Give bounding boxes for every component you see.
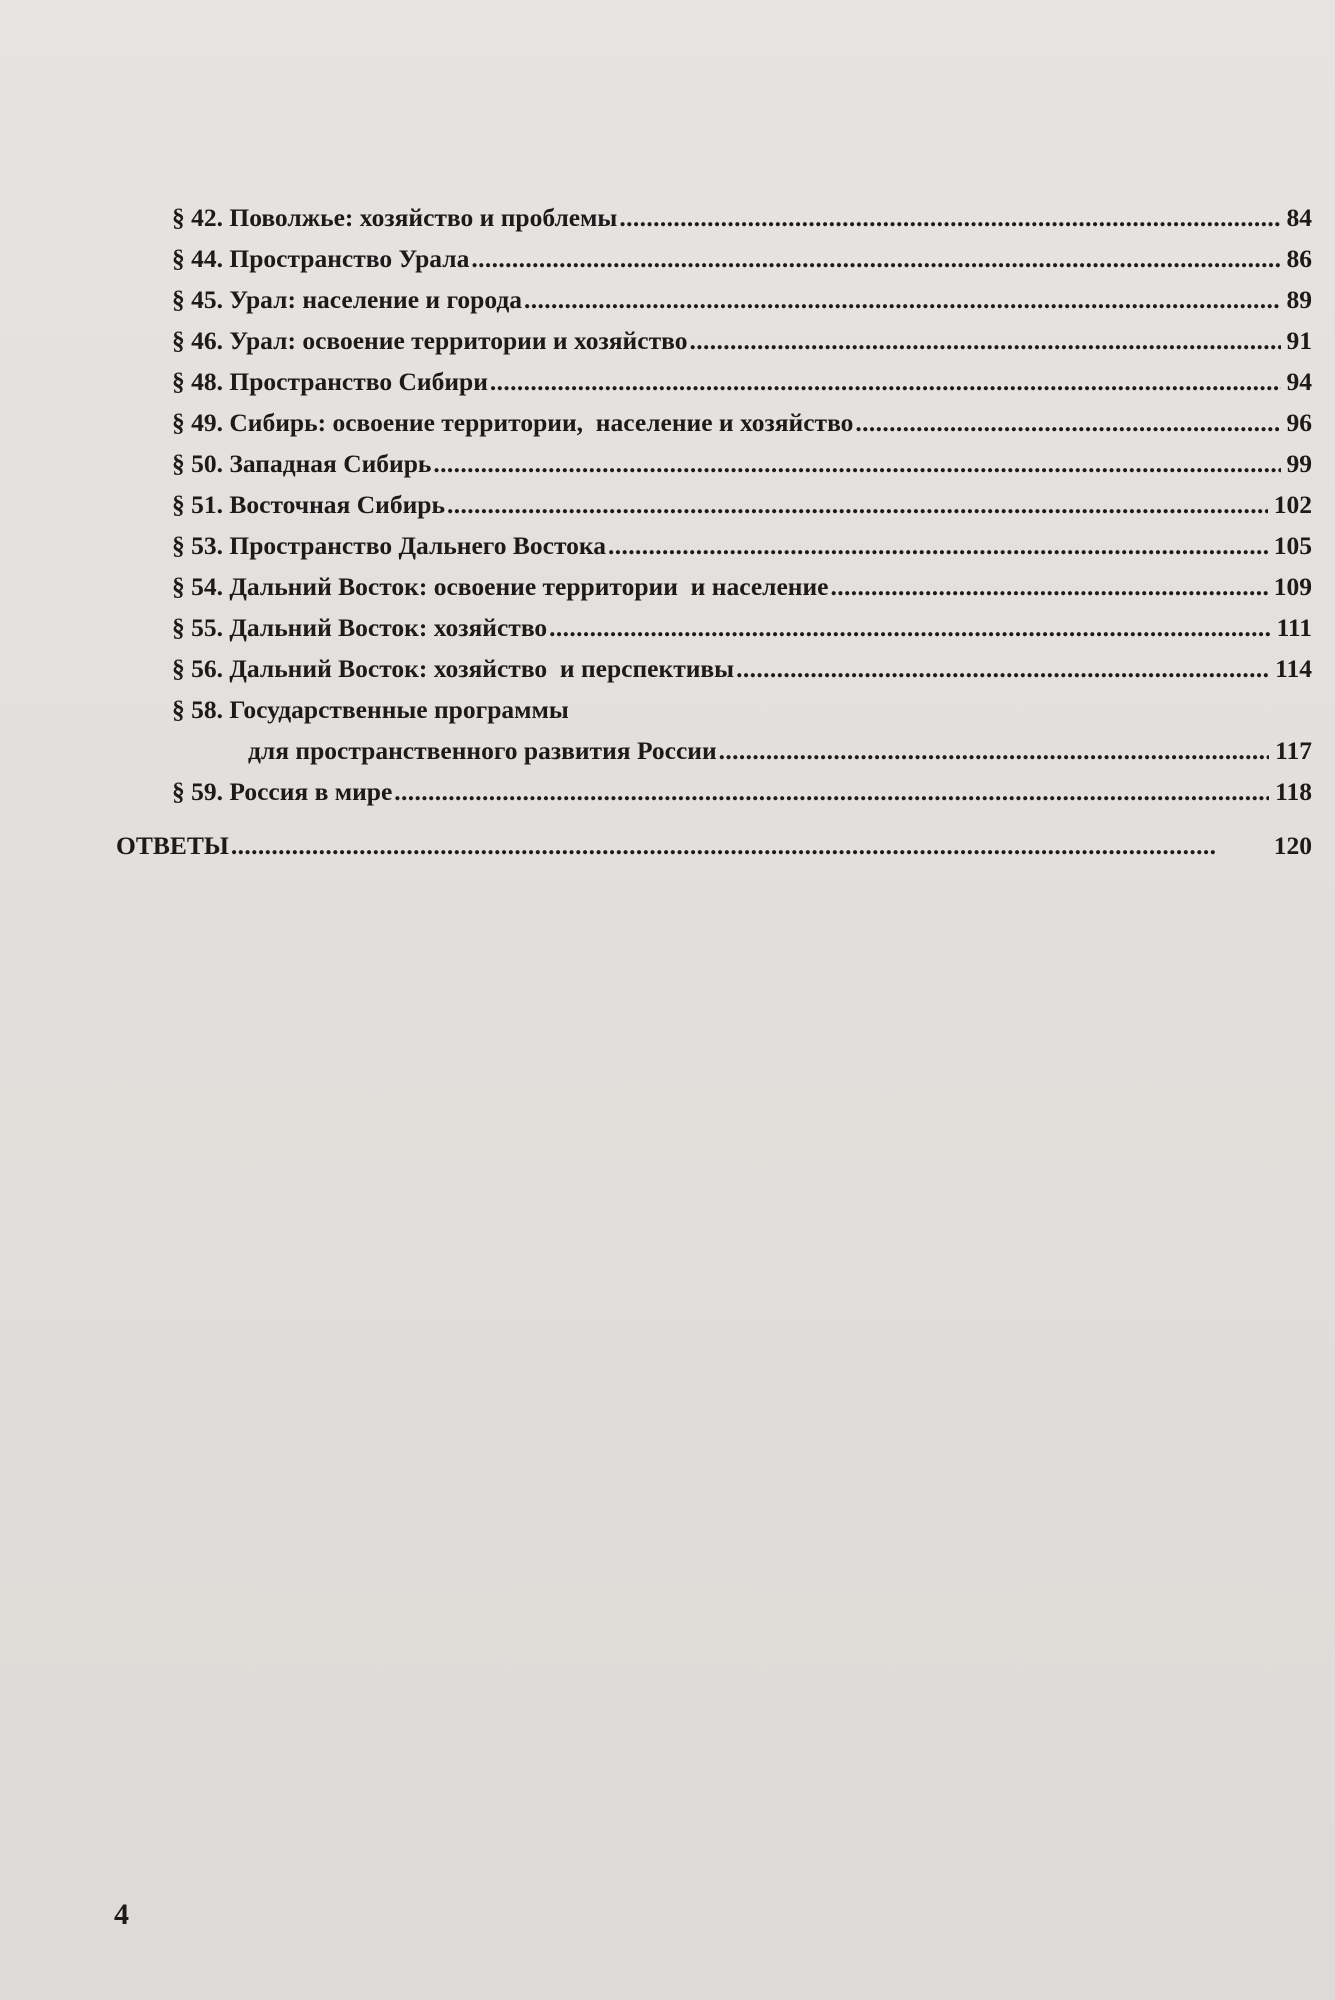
toc-entry-title: § 54. Дальний Восток: освоение территории и население xyxy=(172,572,829,601)
toc-entry-page: 105 xyxy=(1273,531,1312,560)
toc-entry-title: § 55. Дальний Восток: хозяйство xyxy=(172,613,548,642)
toc-leader-dots xyxy=(617,198,1280,238)
toc-leader-dots xyxy=(828,567,1267,607)
toc-entry-page: 99 xyxy=(1286,449,1312,478)
toc-leader-dots xyxy=(606,526,1268,566)
toc-entry-title: § 59. Россия в мире xyxy=(172,777,393,806)
toc-entry-title[interactable]: § 58. Государственные программы xyxy=(172,695,569,724)
page-number: 4 xyxy=(114,1898,129,1931)
toc-entry-title: ОТВЕТЫ xyxy=(116,831,229,860)
toc-entry-title: для пространственного развития России xyxy=(248,736,717,765)
toc-entry-title: § 44. Пространство Урала xyxy=(172,244,470,273)
toc-leader-dots xyxy=(717,731,1269,771)
toc-entry-page: 96 xyxy=(1286,408,1312,437)
toc-entry[interactable] xyxy=(172,198,1312,238)
toc-entry-title: § 51. Восточная Сибирь xyxy=(172,490,445,519)
toc-entry-page: 114 xyxy=(1275,654,1312,683)
toc-entry-page: 120 xyxy=(1273,831,1312,860)
toc-entry[interactable] xyxy=(248,731,1312,771)
toc-entry[interactable] xyxy=(172,649,1312,689)
toc-leader-dots xyxy=(547,608,1270,648)
toc-entry[interactable] xyxy=(172,280,1312,320)
toc-entry-page: 111 xyxy=(1276,613,1312,642)
toc-leader-dots xyxy=(392,772,1269,812)
toc-entry-page: 102 xyxy=(1273,490,1312,519)
toc-entry-answers[interactable] xyxy=(116,826,1312,866)
toc-entry[interactable] xyxy=(172,485,1312,525)
toc-entry-page: 94 xyxy=(1286,367,1312,396)
toc-entry-title: § 48. Пространство Сибири xyxy=(172,367,488,396)
toc-entry-title: § 49. Сибирь: освоение территории, население и хозяйство xyxy=(172,408,854,437)
toc-leader-dots xyxy=(445,485,1268,525)
toc-entry-title: § 45. Урал: население и города xyxy=(172,285,523,314)
toc-entry-title: § 42. Поволжье: хозяйство и проблемы xyxy=(172,203,618,232)
toc-leader-dots xyxy=(687,321,1280,361)
toc-leader-dots xyxy=(853,403,1280,443)
toc-entry[interactable] xyxy=(172,526,1312,566)
toc-entry-page: 84 xyxy=(1286,203,1312,232)
toc-entry-page: 117 xyxy=(1275,736,1312,765)
toc-entry-title: § 46. Урал: освоение территории и хозяйство xyxy=(172,326,688,355)
toc-entry[interactable] xyxy=(172,772,1312,812)
toc-leader-dots xyxy=(734,649,1269,689)
toc-entry-title: § 53. Пространство Дальнего Востока xyxy=(172,531,606,560)
toc-entry[interactable] xyxy=(172,444,1312,484)
toc-entry-title: § 50. Западная Сибирь xyxy=(172,449,432,478)
toc-entry-page: 91 xyxy=(1286,326,1312,355)
toc-entry[interactable] xyxy=(172,239,1312,279)
toc-entry[interactable] xyxy=(172,608,1312,648)
toc-leader-dots xyxy=(488,362,1281,402)
toc-entry[interactable] xyxy=(172,403,1312,443)
toc-leader-dots xyxy=(229,826,1268,866)
toc-entry-page: 118 xyxy=(1275,777,1312,806)
toc-entry[interactable] xyxy=(172,321,1312,361)
toc-entry-title: § 56. Дальний Восток: хозяйство и перспективы xyxy=(172,654,735,683)
toc-leader-dots xyxy=(522,280,1280,320)
toc-leader-dots xyxy=(431,444,1280,484)
toc-entry[interactable] xyxy=(172,362,1312,402)
toc-entry-page: 109 xyxy=(1273,572,1312,601)
toc-leader-dots xyxy=(469,239,1280,279)
toc-entry-page: 86 xyxy=(1286,244,1312,273)
toc-entry[interactable] xyxy=(172,567,1312,607)
toc-entry-page: 89 xyxy=(1286,285,1312,314)
